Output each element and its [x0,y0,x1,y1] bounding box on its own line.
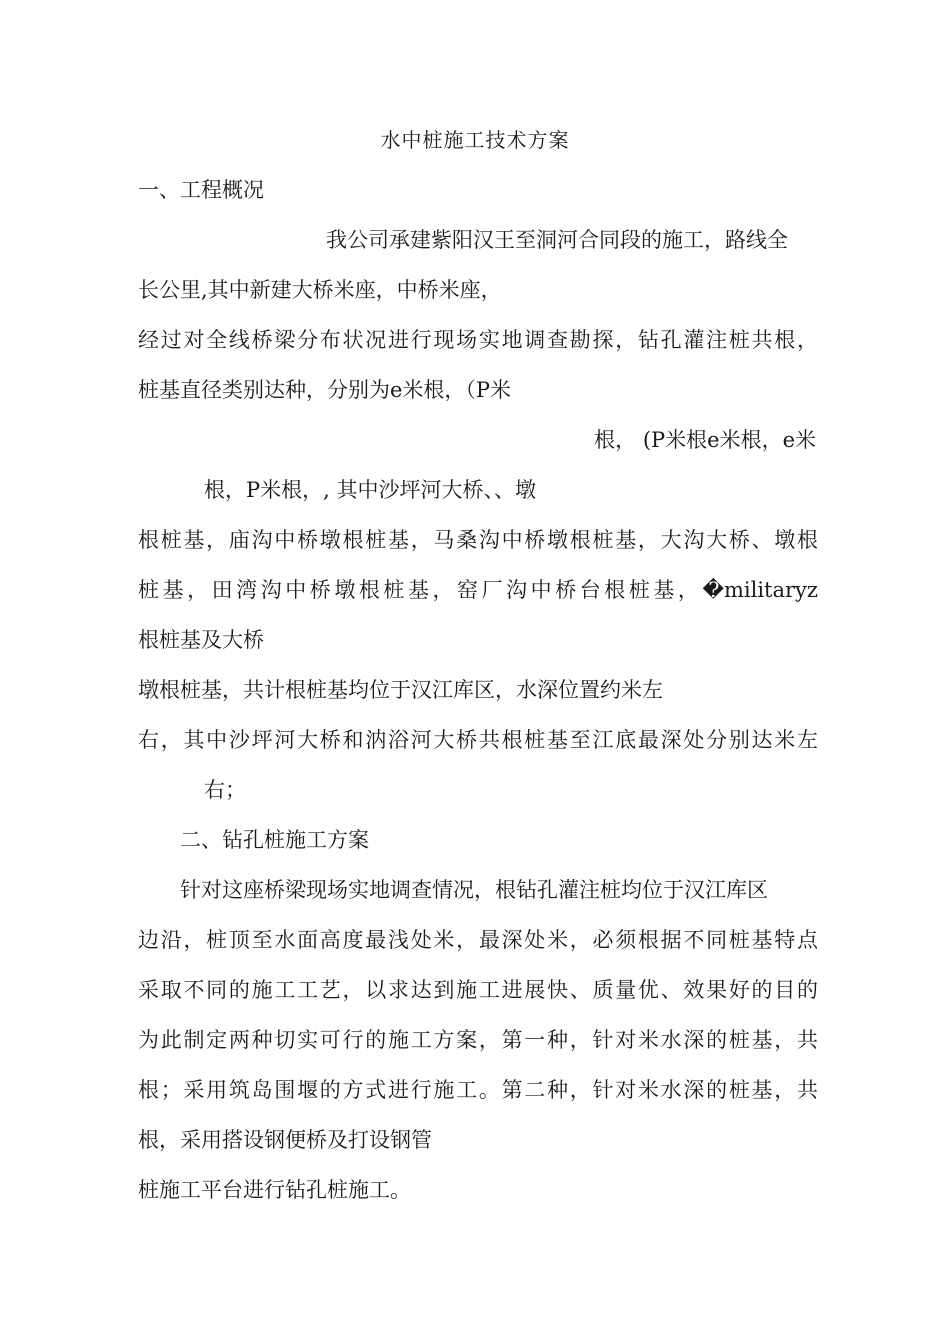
paragraph-line: 经过对全线桥梁分布状况进行现场实地调查勘探，钻孔灌注桩共根， [138,328,818,352]
section-heading-overview: 一、工程概况 [138,178,264,202]
paragraph-line: 桩施工平台进行钻孔桩施工。 [138,1178,411,1202]
paragraph-line: 根， (P米根e米根，e米 [594,428,816,452]
paragraph-line: 墩根桩基，共计根桩基均位于汉江库区，水深位置约米左 [138,678,663,702]
paragraph-line: 根，采用搭设钢便桥及打设钢管 [138,1128,432,1152]
paragraph-line: 根，P米根，, 其中沙坪河大桥、、墩 [204,478,536,502]
paragraph-line: 桩基直径类别达种，分别为e米根，（P米 [138,378,512,402]
paragraph-line: 根；采用筑岛围堰的方式进行施工。第二种，针对米水深的桩基，共 [138,1078,818,1102]
paragraph-line: 针对这座桥梁现场实地调查情况，根钻孔灌注桩均位于汉江库区 [180,878,768,902]
paragraph-line: 根桩基及大桥 [138,628,264,652]
paragraph-line: 边沿，桩顶至水面高度最浅处米，最深处米，必须根据不同桩基特点 [138,928,818,952]
paragraph-line: 采取不同的施工工艺，以求达到施工进展快、质量优、效果好的目的 [138,978,818,1002]
paragraph-line: 右； [204,778,246,802]
paragraph-line: 桩基，田湾沟中桥墩根桩基，窑厂沟中桥台根桩基，�militaryz [138,578,818,602]
paragraph-line: 根桩基，庙沟中桥墩根桩基，马桑沟中桥墩根桩基，大沟大桥、墩根 [138,528,818,552]
paragraph-line: 长公里,其中新建大桥米座，中桥米座， [138,278,502,302]
paragraph-line: 右，其中沙坪河大桥和汭浴河大桥共根桩基至江底最深处分别达米左 [138,728,818,752]
paragraph-line: 为此制定两种切实可行的施工方案，第一种，针对米水深的桩基，共 [138,1028,818,1052]
section-heading-bored-pile-plan: 二、钻孔桩施工方案 [180,828,369,852]
document-title: 水中桩施工技术方案 [380,128,570,152]
paragraph-line: 我公司承建紫阳汉王至洞河合同段的施工，路线全 [326,228,788,252]
